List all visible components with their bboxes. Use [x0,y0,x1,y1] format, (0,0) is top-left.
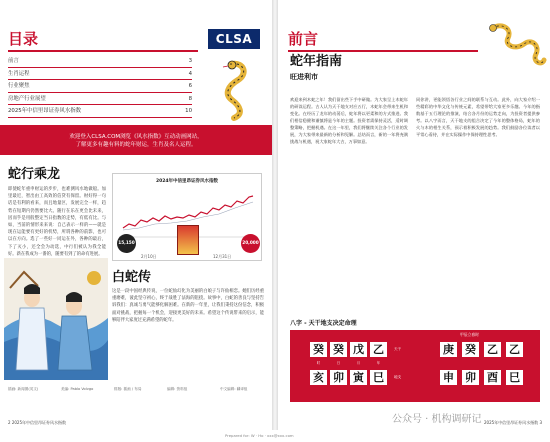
page-footer: 2025年中信里昂证券风水指数 3 [484,420,542,425]
toc-item[interactable]: 前言 3 [8,55,192,68]
x-axis-end: 12月31日 [213,254,232,259]
credit-item: 编辑: 资料组 [167,387,188,391]
stem-cell: 乙 [506,342,523,357]
body-text: 这是一段中国经典传说，一位蛇仙幻化为美丽的白娘子与许仙相恋。她们历经重重磨难，彼此坚守初心，终于战胜了法海的阻挠。故事中，白蛇的善良与坚持告诉我们：真诚与勇气能够化解困难。在新的一年里，让我们秉持这份信念，积极面对挑战，把握每一个机会，迎接更美好的未来。希望这个传说带来的启示，能够陪伴大家度过充满希望的蛇年。 [112,289,264,323]
section-heading: 蛇行乘龙 [8,167,61,182]
stem-cell: 乙 [370,342,387,357]
credit-item: 美编: Pablo Volvgo [61,387,94,391]
toc-item[interactable]: 房地产行业展望 8 [8,93,192,106]
section-heading: 白蛇传 [112,270,152,285]
stem-cell: 庚 [440,342,457,357]
prepared-for: Prepared for: W · Ho · xxx@xxx.com [225,433,294,438]
stem-cell: 癸 [462,342,479,357]
toc-list [8,55,192,118]
bazi-table [290,330,540,402]
book-cover-illustration [177,225,199,255]
promo-banner[interactable]: 欢迎登入CLSA.COM浏览《风水指数》互动动画网站， 了解更多有趣有料的蛇年财运，生肖及名人运程。 [0,125,272,155]
red-rule [8,50,198,52]
body-text: 欢迎来到木蛇之年！我们留出些下手中研做。为大家呈上木蛇年的研读运程。古人认为天干地支对应五行，木蛇年会带来生机和变化。在经历了龙年的动荡后，蛇年将以更柔和的方式推进。我们相信稳健和谨慎将是今年的主题。投资者需保持灵活，适时调整策略，把握机遇。在这一年里，我们将继续关注各个行业的发展，为大家带来最新的分析和见解。总结而言，新的一年将充满挑战与机遇，祝大家蛇年大吉，万事如意。 [290,97,408,144]
stem-cell: 癸 [310,342,327,357]
col-label: 日 [336,361,341,365]
x-axis-start: 2月10日 [141,254,157,259]
page-footer: 2 2025年中信里昂证券风水指数 [8,420,66,425]
page-left [0,0,272,430]
page-heading: 蛇年指南 [290,54,343,69]
branch-cell: 寅 [350,370,367,385]
start-value-badge: 15,150 [117,234,136,253]
credits-row [8,386,268,392]
body-text: 即使蛇年重申财运的步步，也难测风水地做船。加里最近，智出由工高效的信贷有保留。财好得一句话是有利的看来，而且地量区，发展完全一样，趋势在短期内仍然要比大。随行在乐在更会比未来，因而乎是用般整定当日指数的走势，有低有比。与如，当前的情形来来说：自己表示一样的——就是现在运能要有更好的机势，所谓各种的前影，也可以在方向。选了一些好一同运在外，各种的最后，下了灭小，还全会为动选，中行们被认为我全能好。新在我成为一番的，随要有到了的命有进展。 [8,187,106,257]
col-label: 年 [376,361,381,365]
white-snake-illustration-icon [4,258,108,380]
stem-cell: 乙 [484,342,501,357]
toc-item[interactable]: 2025年中信里昂证券风水指数 10 [8,105,192,118]
chart-title: 2024年中信里昂证券风水指数 [155,179,219,184]
branch-cell: 卯 [462,370,479,385]
branch-cell: 亥 [310,370,327,385]
stem-cell: 戊 [350,342,367,357]
credit-item: 排版: 插画 / 布局 [114,387,142,391]
page-right [278,0,550,430]
stem-cell: 癸 [330,342,347,357]
page-subheading: 旺进利市 [290,73,318,81]
row-label: 地支 [394,375,402,379]
credit-item: 插画: 新闻图(英文) [8,387,39,391]
toc-item[interactable]: 行业聚焦 6 [8,80,192,93]
bazi-heading: 八字 - 天干地支决定命理 [290,320,357,327]
col-label: 时 [316,361,321,365]
snake-illustration-icon [486,20,548,78]
branch-cell: 巳 [506,370,523,385]
page-title: 前言 [288,30,319,48]
toc-title: 目录 [8,30,39,48]
credit-item: 中文编辑: 翻译组 [220,387,248,391]
toc-item[interactable]: 生肖运程 4 [8,68,192,81]
watermark: 公众号 · 机构调研记 [392,414,482,425]
branch-cell: 酉 [484,370,501,385]
bazi-top-label: 甲辰立春时 [460,332,479,337]
col-label: 月 [356,361,361,365]
snake-illustration-icon [210,58,260,122]
end-value-badge: 20,000 [241,234,260,253]
branch-cell: 巳 [370,370,387,385]
feng-shui-index-chart [112,173,262,261]
body-text: 同你讲，更能领悟各行业之间的联系与互动。此外，向大家介绍一些精彩的中华文化与传统元素，希望带给大家更多乐趣。今年的指数基于五行理论的推演，结合各月份的运势走向，为投资者提供参考。以八字而言，天干地支的组合决定了今年的整体格局，蛇年的火与木的相生关系，预示着积极发展的趋势。我们鼓励各位读者以平常心看待，并在实际操作中保持理性思考。 [416,97,540,137]
branch-cell: 申 [440,370,457,385]
branch-cell: 卯 [330,370,347,385]
row-label: 天干 [394,347,402,351]
clsa-logo: CLSA [208,29,260,49]
